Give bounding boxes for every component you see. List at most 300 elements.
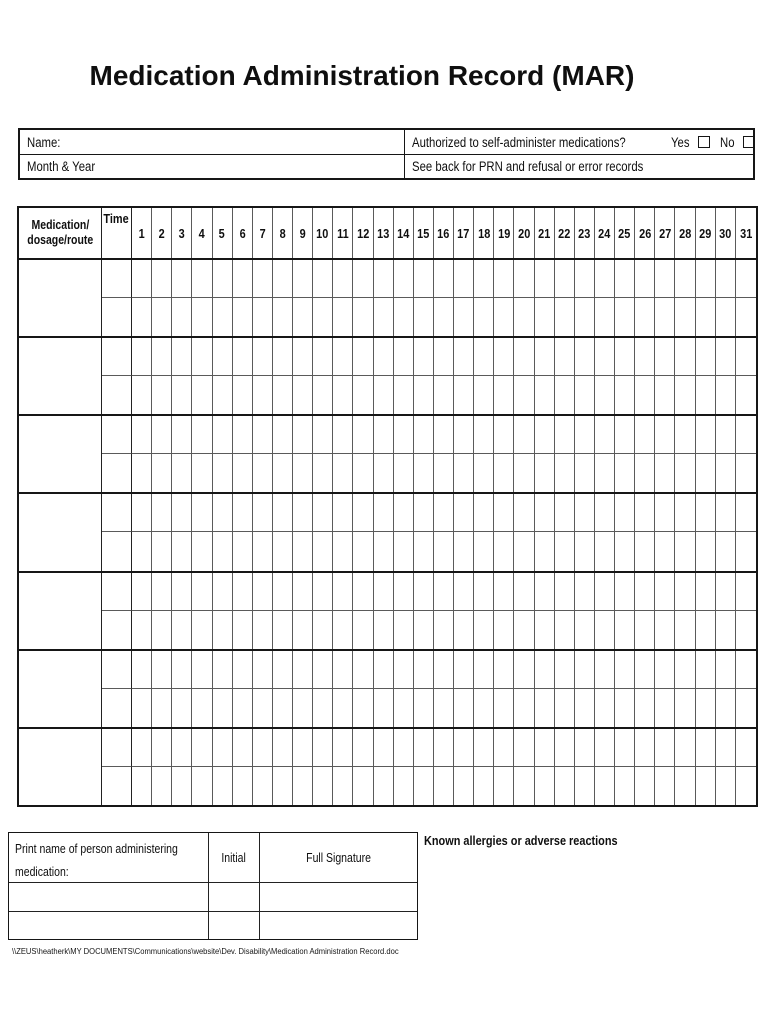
dose-record-cell[interactable]: [333, 298, 353, 336]
dose-record-cell[interactable]: [454, 494, 474, 532]
dose-record-cell[interactable]: [595, 651, 615, 689]
dose-record-cell[interactable]: [736, 416, 756, 454]
dose-record-cell[interactable]: [474, 376, 494, 414]
dose-record-cell[interactable]: [535, 298, 555, 336]
dose-record-cell[interactable]: [555, 376, 575, 414]
administering-name-cell[interactable]: [9, 882, 208, 911]
dose-record-cell[interactable]: [353, 376, 373, 414]
dose-record-cell[interactable]: [635, 611, 655, 649]
dose-record-cell[interactable]: [374, 454, 394, 492]
dose-record-cell[interactable]: [675, 260, 695, 298]
full-signature-cell[interactable]: [259, 882, 417, 911]
dose-record-cell[interactable]: [333, 689, 353, 727]
dose-record-cell[interactable]: [454, 767, 474, 805]
time-cell[interactable]: [102, 689, 132, 727]
dose-record-cell[interactable]: [555, 260, 575, 298]
dose-record-cell[interactable]: [696, 689, 716, 727]
dose-record-cell[interactable]: [172, 454, 192, 492]
dose-record-cell[interactable]: [696, 260, 716, 298]
dose-record-cell[interactable]: [615, 454, 635, 492]
dose-record-cell[interactable]: [374, 767, 394, 805]
dose-record-cell[interactable]: [555, 454, 575, 492]
dose-record-cell[interactable]: [152, 689, 172, 727]
dose-record-cell[interactable]: [374, 298, 394, 336]
dose-record-cell[interactable]: [494, 376, 514, 414]
dose-record-cell[interactable]: [575, 338, 595, 376]
dose-record-cell[interactable]: [333, 532, 353, 570]
dose-record-cell[interactable]: [454, 454, 474, 492]
dose-record-cell[interactable]: [474, 416, 494, 454]
dose-record-cell[interactable]: [333, 494, 353, 532]
dose-record-cell[interactable]: [233, 260, 253, 298]
dose-record-cell[interactable]: [675, 573, 695, 611]
dose-record-cell[interactable]: [514, 611, 534, 649]
dose-record-cell[interactable]: [313, 454, 333, 492]
dose-record-cell[interactable]: [132, 573, 152, 611]
dose-record-cell[interactable]: [414, 454, 434, 492]
time-cell[interactable]: [102, 454, 132, 492]
dose-record-cell[interactable]: [615, 689, 635, 727]
dose-record-cell[interactable]: [192, 729, 212, 767]
dose-record-cell[interactable]: [454, 611, 474, 649]
dose-record-cell[interactable]: [333, 651, 353, 689]
dose-record-cell[interactable]: [313, 298, 333, 336]
dose-record-cell[interactable]: [233, 767, 253, 805]
dose-record-cell[interactable]: [615, 532, 635, 570]
dose-record-cell[interactable]: [233, 611, 253, 649]
dose-record-cell[interactable]: [434, 767, 454, 805]
time-cell[interactable]: [102, 767, 132, 805]
dose-record-cell[interactable]: [192, 454, 212, 492]
dose-record-cell[interactable]: [213, 494, 233, 532]
dose-record-cell[interactable]: [736, 689, 756, 727]
medication-cell[interactable]: [19, 651, 102, 727]
dose-record-cell[interactable]: [675, 689, 695, 727]
dose-record-cell[interactable]: [716, 298, 736, 336]
dose-record-cell[interactable]: [293, 611, 313, 649]
dose-record-cell[interactable]: [494, 416, 514, 454]
dose-record-cell[interactable]: [494, 573, 514, 611]
dose-record-cell[interactable]: [716, 573, 736, 611]
dose-record-cell[interactable]: [474, 260, 494, 298]
dose-record-cell[interactable]: [394, 573, 414, 611]
dose-record-cell[interactable]: [333, 338, 353, 376]
dose-record-cell[interactable]: [494, 611, 514, 649]
dose-record-cell[interactable]: [273, 651, 293, 689]
dose-record-cell[interactable]: [514, 767, 534, 805]
dose-record-cell[interactable]: [353, 454, 373, 492]
dose-record-cell[interactable]: [253, 573, 273, 611]
dose-record-cell[interactable]: [253, 454, 273, 492]
dose-record-cell[interactable]: [394, 376, 414, 414]
dose-record-cell[interactable]: [253, 767, 273, 805]
dose-record-cell[interactable]: [655, 532, 675, 570]
dose-record-cell[interactable]: [172, 298, 192, 336]
dose-record-cell[interactable]: [213, 416, 233, 454]
dose-record-cell[interactable]: [353, 651, 373, 689]
dose-record-cell[interactable]: [293, 532, 313, 570]
dose-record-cell[interactable]: [675, 376, 695, 414]
dose-record-cell[interactable]: [635, 689, 655, 727]
dose-record-cell[interactable]: [454, 532, 474, 570]
dose-record-cell[interactable]: [494, 651, 514, 689]
dose-record-cell[interactable]: [353, 260, 373, 298]
dose-record-cell[interactable]: [353, 729, 373, 767]
dose-record-cell[interactable]: [414, 573, 434, 611]
dose-record-cell[interactable]: [575, 729, 595, 767]
dose-record-cell[interactable]: [514, 532, 534, 570]
dose-record-cell[interactable]: [333, 573, 353, 611]
dose-record-cell[interactable]: [736, 494, 756, 532]
dose-record-cell[interactable]: [575, 651, 595, 689]
dose-record-cell[interactable]: [434, 651, 454, 689]
dose-record-cell[interactable]: [192, 298, 212, 336]
dose-record-cell[interactable]: [454, 651, 474, 689]
dose-record-cell[interactable]: [555, 729, 575, 767]
dose-record-cell[interactable]: [253, 689, 273, 727]
dose-record-cell[interactable]: [253, 494, 273, 532]
medication-cell[interactable]: [19, 494, 102, 570]
dose-record-cell[interactable]: [132, 689, 152, 727]
dose-record-cell[interactable]: [353, 298, 373, 336]
dose-record-cell[interactable]: [233, 729, 253, 767]
dose-record-cell[interactable]: [555, 767, 575, 805]
dose-record-cell[interactable]: [414, 611, 434, 649]
dose-record-cell[interactable]: [615, 298, 635, 336]
dose-record-cell[interactable]: [213, 532, 233, 570]
dose-record-cell[interactable]: [333, 454, 353, 492]
dose-record-cell[interactable]: [353, 494, 373, 532]
dose-record-cell[interactable]: [132, 260, 152, 298]
dose-record-cell[interactable]: [374, 338, 394, 376]
dose-record-cell[interactable]: [152, 454, 172, 492]
dose-record-cell[interactable]: [192, 376, 212, 414]
dose-record-cell[interactable]: [474, 651, 494, 689]
dose-record-cell[interactable]: [555, 338, 575, 376]
dose-record-cell[interactable]: [213, 376, 233, 414]
dose-record-cell[interactable]: [474, 689, 494, 727]
dose-record-cell[interactable]: [514, 729, 534, 767]
dose-record-cell[interactable]: [132, 494, 152, 532]
dose-record-cell[interactable]: [434, 454, 454, 492]
dose-record-cell[interactable]: [192, 494, 212, 532]
dose-record-cell[interactable]: [233, 494, 253, 532]
dose-record-cell[interactable]: [595, 298, 615, 336]
dose-record-cell[interactable]: [333, 729, 353, 767]
dose-record-cell[interactable]: [575, 494, 595, 532]
dose-record-cell[interactable]: [696, 651, 716, 689]
dose-record-cell[interactable]: [655, 689, 675, 727]
time-cell[interactable]: [102, 532, 132, 570]
dose-record-cell[interactable]: [293, 298, 313, 336]
dose-record-cell[interactable]: [293, 573, 313, 611]
dose-record-cell[interactable]: [736, 298, 756, 336]
dose-record-cell[interactable]: [293, 454, 313, 492]
dose-record-cell[interactable]: [374, 611, 394, 649]
dose-record-cell[interactable]: [514, 260, 534, 298]
dose-record-cell[interactable]: [454, 260, 474, 298]
initial-cell[interactable]: [208, 882, 259, 911]
dose-record-cell[interactable]: [293, 494, 313, 532]
dose-record-cell[interactable]: [192, 416, 212, 454]
dose-record-cell[interactable]: [313, 376, 333, 414]
dose-record-cell[interactable]: [494, 260, 514, 298]
dose-record-cell[interactable]: [454, 416, 474, 454]
dose-record-cell[interactable]: [716, 416, 736, 454]
dose-record-cell[interactable]: [152, 376, 172, 414]
dose-record-cell[interactable]: [555, 689, 575, 727]
dose-record-cell[interactable]: [213, 454, 233, 492]
dose-record-cell[interactable]: [152, 494, 172, 532]
dose-record-cell[interactable]: [374, 376, 394, 414]
dose-record-cell[interactable]: [434, 573, 454, 611]
dose-record-cell[interactable]: [535, 376, 555, 414]
dose-record-cell[interactable]: [514, 494, 534, 532]
dose-record-cell[interactable]: [374, 260, 394, 298]
dose-record-cell[interactable]: [736, 376, 756, 414]
dose-record-cell[interactable]: [192, 651, 212, 689]
dose-record-cell[interactable]: [454, 298, 474, 336]
dose-record-cell[interactable]: [535, 532, 555, 570]
dose-record-cell[interactable]: [313, 611, 333, 649]
dose-record-cell[interactable]: [696, 729, 716, 767]
dose-record-cell[interactable]: [313, 729, 333, 767]
no-checkbox[interactable]: [743, 136, 753, 148]
dose-record-cell[interactable]: [615, 767, 635, 805]
dose-record-cell[interactable]: [152, 767, 172, 805]
dose-record-cell[interactable]: [736, 767, 756, 805]
dose-record-cell[interactable]: [152, 573, 172, 611]
dose-record-cell[interactable]: [655, 376, 675, 414]
dose-record-cell[interactable]: [555, 416, 575, 454]
dose-record-cell[interactable]: [635, 494, 655, 532]
dose-record-cell[interactable]: [716, 689, 736, 727]
dose-record-cell[interactable]: [172, 611, 192, 649]
dose-record-cell[interactable]: [696, 611, 716, 649]
dose-record-cell[interactable]: [394, 454, 414, 492]
dose-record-cell[interactable]: [615, 573, 635, 611]
dose-record-cell[interactable]: [192, 260, 212, 298]
dose-record-cell[interactable]: [414, 651, 434, 689]
dose-record-cell[interactable]: [514, 376, 534, 414]
dose-record-cell[interactable]: [394, 611, 414, 649]
dose-record-cell[interactable]: [454, 729, 474, 767]
dose-record-cell[interactable]: [374, 494, 394, 532]
dose-record-cell[interactable]: [394, 338, 414, 376]
dose-record-cell[interactable]: [494, 767, 514, 805]
time-cell[interactable]: [102, 611, 132, 649]
dose-record-cell[interactable]: [253, 729, 273, 767]
dose-record-cell[interactable]: [716, 376, 736, 414]
yes-checkbox[interactable]: [698, 136, 710, 148]
dose-record-cell[interactable]: [635, 767, 655, 805]
dose-record-cell[interactable]: [655, 298, 675, 336]
dose-record-cell[interactable]: [152, 416, 172, 454]
dose-record-cell[interactable]: [213, 260, 233, 298]
dose-record-cell[interactable]: [595, 573, 615, 611]
dose-record-cell[interactable]: [192, 573, 212, 611]
dose-record-cell[interactable]: [514, 298, 534, 336]
dose-record-cell[interactable]: [615, 494, 635, 532]
dose-record-cell[interactable]: [535, 729, 555, 767]
dose-record-cell[interactable]: [233, 532, 253, 570]
dose-record-cell[interactable]: [575, 611, 595, 649]
dose-record-cell[interactable]: [474, 338, 494, 376]
dose-record-cell[interactable]: [595, 454, 615, 492]
dose-record-cell[interactable]: [253, 260, 273, 298]
dose-record-cell[interactable]: [313, 338, 333, 376]
dose-record-cell[interactable]: [233, 416, 253, 454]
dose-record-cell[interactable]: [293, 729, 313, 767]
dose-record-cell[interactable]: [575, 416, 595, 454]
dose-record-cell[interactable]: [474, 729, 494, 767]
dose-record-cell[interactable]: [535, 611, 555, 649]
medication-cell[interactable]: [19, 338, 102, 414]
dose-record-cell[interactable]: [394, 651, 414, 689]
dose-record-cell[interactable]: [293, 416, 313, 454]
dose-record-cell[interactable]: [333, 611, 353, 649]
dose-record-cell[interactable]: [615, 729, 635, 767]
dose-record-cell[interactable]: [635, 416, 655, 454]
dose-record-cell[interactable]: [152, 260, 172, 298]
dose-record-cell[interactable]: [716, 338, 736, 376]
dose-record-cell[interactable]: [394, 689, 414, 727]
dose-record-cell[interactable]: [655, 611, 675, 649]
dose-record-cell[interactable]: [454, 338, 474, 376]
dose-record-cell[interactable]: [414, 338, 434, 376]
dose-record-cell[interactable]: [414, 298, 434, 336]
dose-record-cell[interactable]: [213, 767, 233, 805]
dose-record-cell[interactable]: [172, 651, 192, 689]
dose-record-cell[interactable]: [132, 532, 152, 570]
dose-record-cell[interactable]: [313, 767, 333, 805]
dose-record-cell[interactable]: [273, 573, 293, 611]
dose-record-cell[interactable]: [434, 689, 454, 727]
dose-record-cell[interactable]: [535, 454, 555, 492]
dose-record-cell[interactable]: [696, 416, 716, 454]
dose-record-cell[interactable]: [494, 532, 514, 570]
dose-record-cell[interactable]: [434, 298, 454, 336]
dose-record-cell[interactable]: [132, 611, 152, 649]
dose-record-cell[interactable]: [192, 767, 212, 805]
time-cell[interactable]: [102, 376, 132, 414]
dose-record-cell[interactable]: [152, 532, 172, 570]
dose-record-cell[interactable]: [635, 532, 655, 570]
dose-record-cell[interactable]: [313, 494, 333, 532]
dose-record-cell[interactable]: [172, 573, 192, 611]
dose-record-cell[interactable]: [635, 260, 655, 298]
dose-record-cell[interactable]: [635, 298, 655, 336]
dose-record-cell[interactable]: [353, 416, 373, 454]
dose-record-cell[interactable]: [454, 376, 474, 414]
dose-record-cell[interactable]: [635, 376, 655, 414]
dose-record-cell[interactable]: [575, 689, 595, 727]
name-field[interactable]: [20, 130, 404, 154]
dose-record-cell[interactable]: [353, 573, 373, 611]
dose-record-cell[interactable]: [273, 454, 293, 492]
dose-record-cell[interactable]: [675, 729, 695, 767]
dose-record-cell[interactable]: [494, 729, 514, 767]
dose-record-cell[interactable]: [635, 651, 655, 689]
dose-record-cell[interactable]: [595, 532, 615, 570]
dose-record-cell[interactable]: [575, 454, 595, 492]
dose-record-cell[interactable]: [675, 338, 695, 376]
dose-record-cell[interactable]: [434, 494, 454, 532]
dose-record-cell[interactable]: [192, 338, 212, 376]
dose-record-cell[interactable]: [434, 416, 454, 454]
dose-record-cell[interactable]: [172, 689, 192, 727]
dose-record-cell[interactable]: [374, 651, 394, 689]
dose-record-cell[interactable]: [172, 494, 192, 532]
dose-record-cell[interactable]: [233, 689, 253, 727]
month-year-field[interactable]: [20, 154, 404, 178]
dose-record-cell[interactable]: [253, 338, 273, 376]
time-cell[interactable]: [102, 729, 132, 767]
dose-record-cell[interactable]: [535, 416, 555, 454]
dose-record-cell[interactable]: [514, 651, 534, 689]
dose-record-cell[interactable]: [514, 454, 534, 492]
dose-record-cell[interactable]: [716, 767, 736, 805]
dose-record-cell[interactable]: [716, 651, 736, 689]
dose-record-cell[interactable]: [152, 298, 172, 336]
dose-record-cell[interactable]: [253, 298, 273, 336]
dose-record-cell[interactable]: [132, 651, 152, 689]
dose-record-cell[interactable]: [374, 573, 394, 611]
dose-record-cell[interactable]: [635, 573, 655, 611]
dose-record-cell[interactable]: [374, 416, 394, 454]
dose-record-cell[interactable]: [635, 338, 655, 376]
dose-record-cell[interactable]: [273, 376, 293, 414]
dose-record-cell[interactable]: [353, 611, 373, 649]
dose-record-cell[interactable]: [555, 298, 575, 336]
dose-record-cell[interactable]: [414, 494, 434, 532]
dose-record-cell[interactable]: [575, 573, 595, 611]
dose-record-cell[interactable]: [374, 532, 394, 570]
dose-record-cell[interactable]: [736, 338, 756, 376]
dose-record-cell[interactable]: [716, 454, 736, 492]
dose-record-cell[interactable]: [716, 260, 736, 298]
dose-record-cell[interactable]: [172, 416, 192, 454]
dose-record-cell[interactable]: [333, 416, 353, 454]
dose-record-cell[interactable]: [696, 454, 716, 492]
dose-record-cell[interactable]: [696, 767, 716, 805]
dose-record-cell[interactable]: [595, 611, 615, 649]
dose-record-cell[interactable]: [635, 729, 655, 767]
dose-record-cell[interactable]: [595, 260, 615, 298]
dose-record-cell[interactable]: [494, 494, 514, 532]
dose-record-cell[interactable]: [253, 376, 273, 414]
dose-record-cell[interactable]: [152, 611, 172, 649]
dose-record-cell[interactable]: [494, 338, 514, 376]
dose-record-cell[interactable]: [474, 611, 494, 649]
dose-record-cell[interactable]: [213, 651, 233, 689]
dose-record-cell[interactable]: [313, 573, 333, 611]
dose-record-cell[interactable]: [293, 767, 313, 805]
dose-record-cell[interactable]: [192, 532, 212, 570]
medication-cell[interactable]: [19, 573, 102, 649]
dose-record-cell[interactable]: [696, 298, 716, 336]
dose-record-cell[interactable]: [675, 611, 695, 649]
dose-record-cell[interactable]: [353, 689, 373, 727]
dose-record-cell[interactable]: [736, 573, 756, 611]
dose-record-cell[interactable]: [233, 573, 253, 611]
full-signature-cell[interactable]: [259, 911, 417, 940]
dose-record-cell[interactable]: [414, 729, 434, 767]
dose-record-cell[interactable]: [454, 573, 474, 611]
dose-record-cell[interactable]: [595, 376, 615, 414]
dose-record-cell[interactable]: [716, 729, 736, 767]
dose-record-cell[interactable]: [655, 729, 675, 767]
